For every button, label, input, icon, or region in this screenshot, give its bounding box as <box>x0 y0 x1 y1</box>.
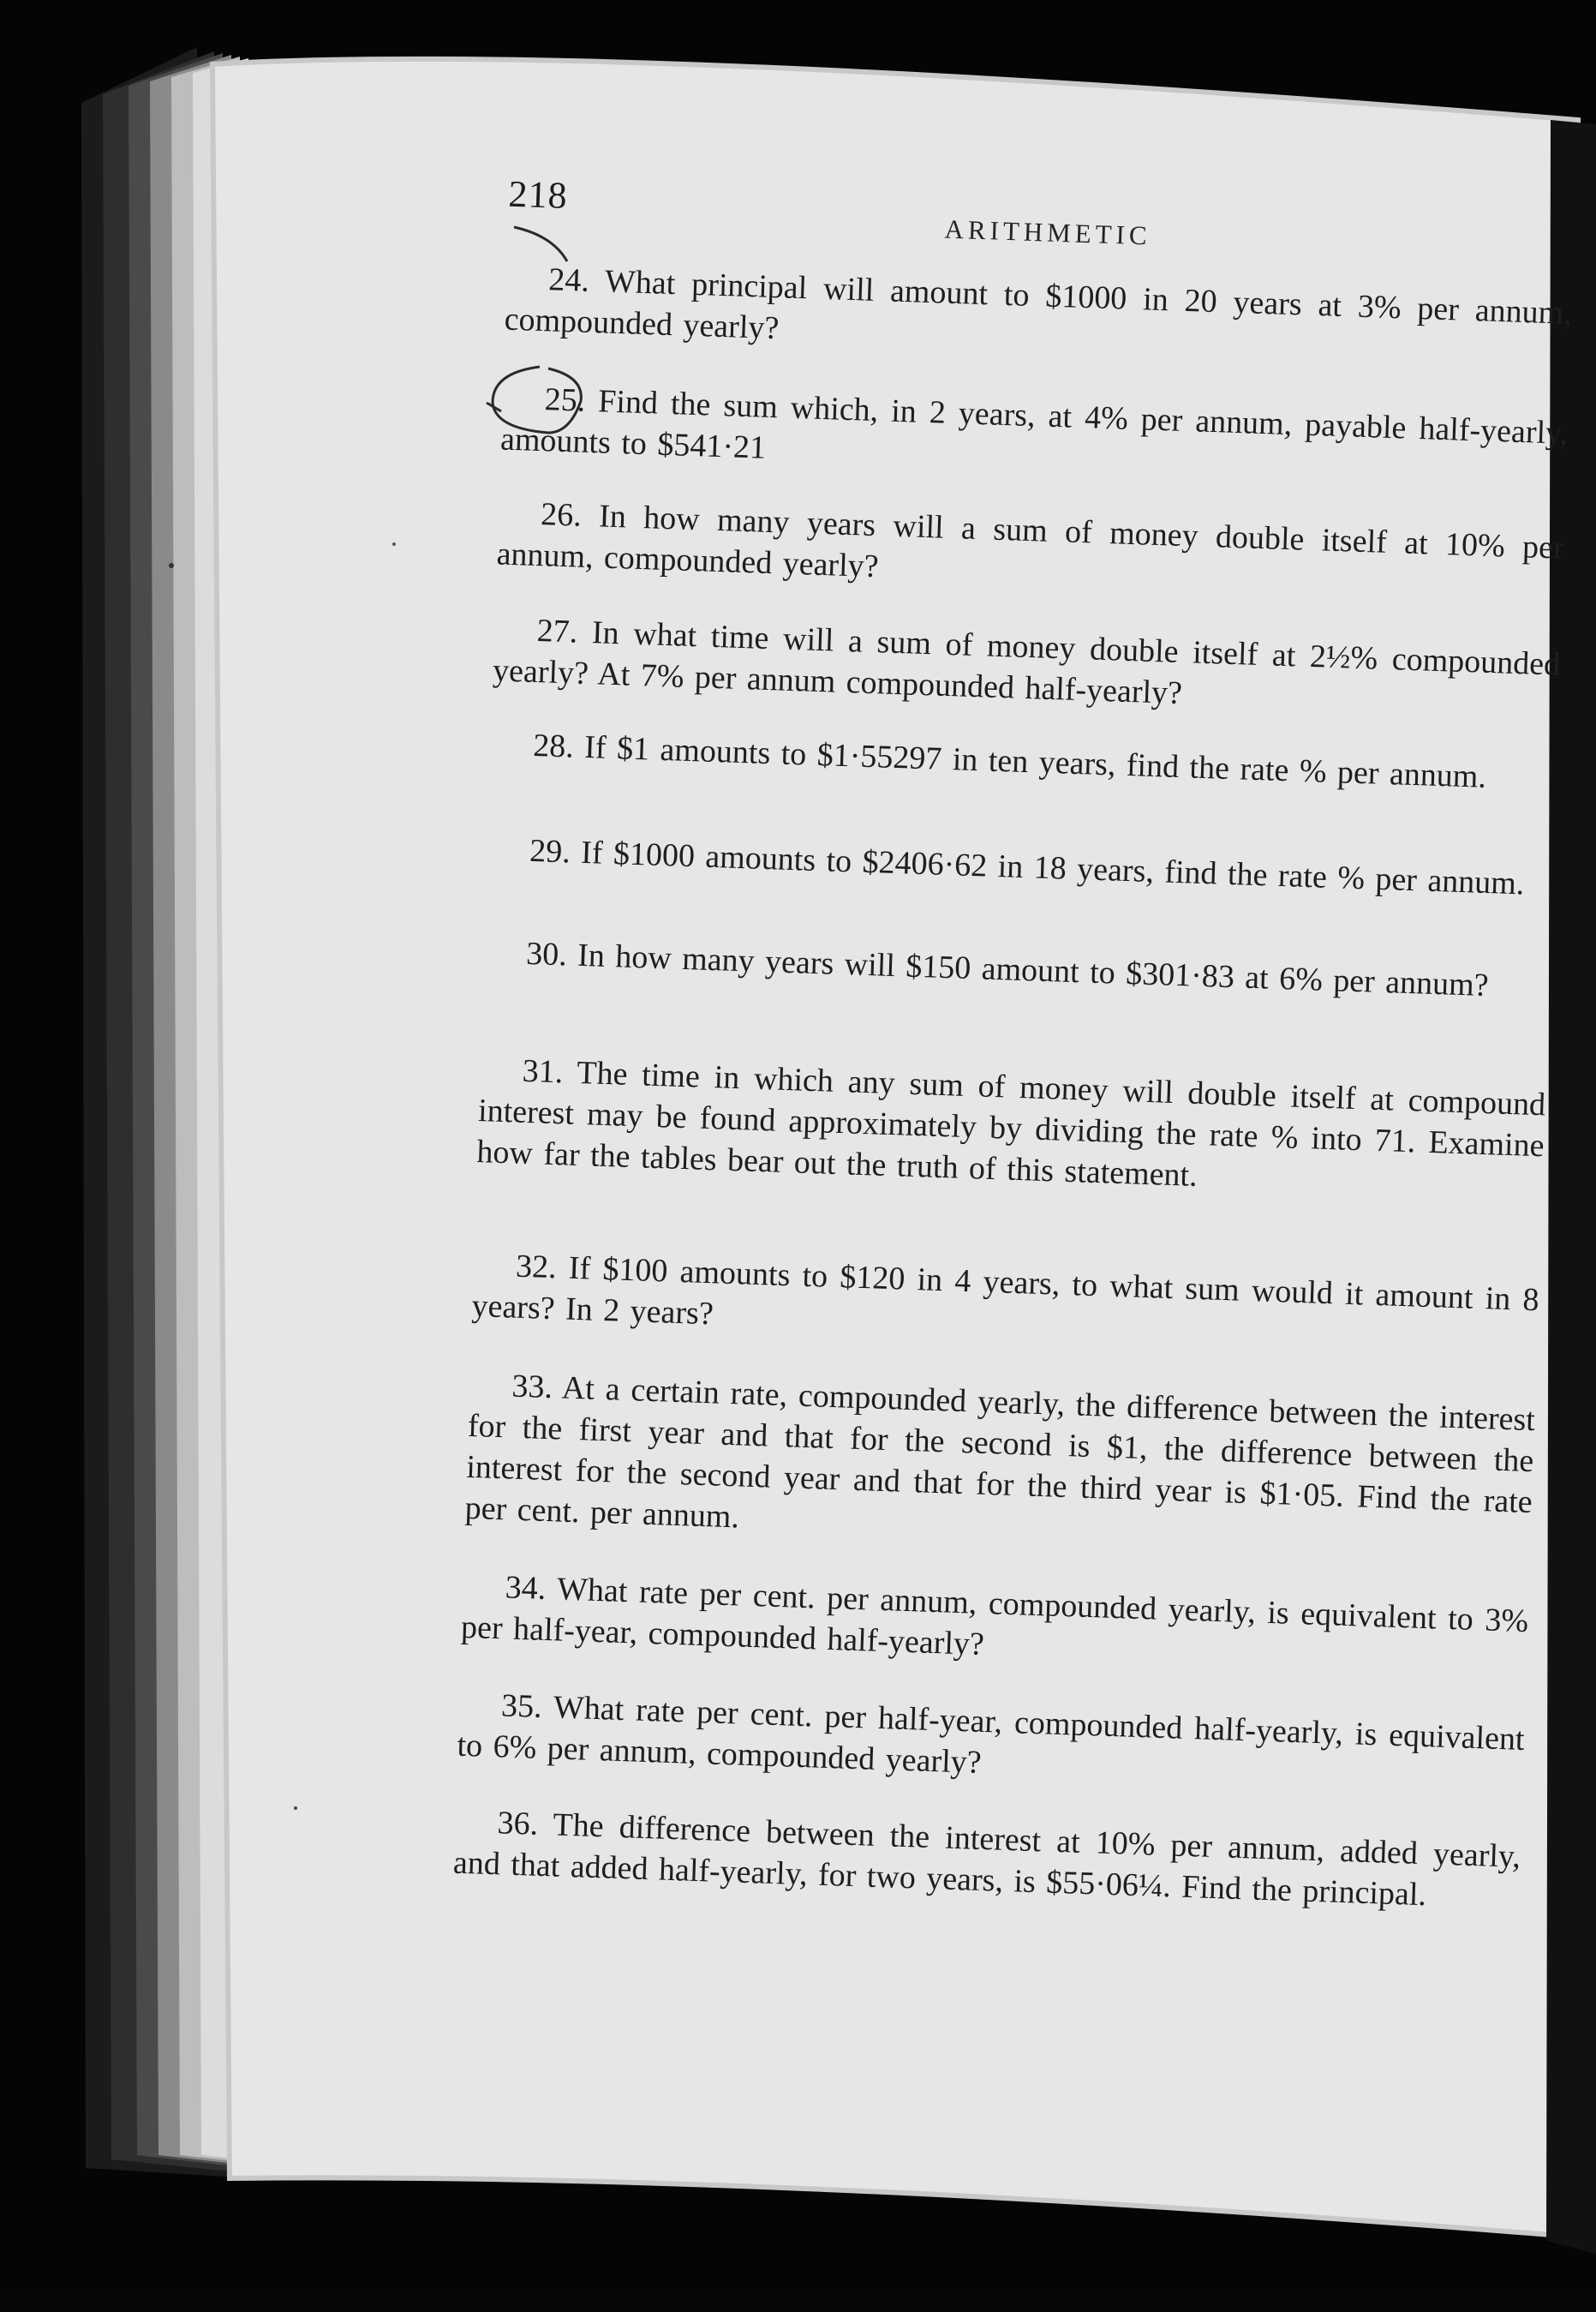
problem-number: 29. <box>529 832 571 871</box>
problem-24 <box>504 258 1572 375</box>
problem-number: 31. <box>522 1052 564 1091</box>
problem-number: 36. <box>496 1805 539 1842</box>
problem-text: In how many years will a sum of money double itself at 10% per annum, compounded yearly? <box>496 498 1565 585</box>
problem-35 <box>457 1684 1525 1801</box>
problem-36 <box>452 1801 1521 1919</box>
problem-32 <box>471 1244 1539 1362</box>
problem-34 <box>460 1566 1528 1683</box>
problem-number: 34. <box>505 1569 547 1607</box>
problem-text: Find the sum which, in 2 years, at 4% per annum, payable half-yearly, amounts to $541·21 <box>499 383 1569 466</box>
problem-text: What principal will amount to $1000 in 20 years at 3% per annum, compounded yearly? <box>504 263 1573 347</box>
problem-text: The time in which any sum of money will double itself at compound interest may be found approximately by dividing the rate % into 71. Examine how far the tables bear out the truth of this statement. <box>475 1054 1546 1194</box>
problem-number: 26. <box>540 496 583 534</box>
problem-text: The difference between the interest at 10% per annum, added yearly, and that added half-yearly, for two years, is $55·06¼. Find the principal. <box>452 1806 1521 1914</box>
problem-31 <box>476 1049 1546 1207</box>
problem-number: 27. <box>536 613 578 650</box>
problem-29 <box>486 829 1553 905</box>
problem-text: If $1000 amounts to $2406·62 in 18 years, find the rate % per annum. <box>580 834 1526 902</box>
problem-number: 25. <box>544 381 586 419</box>
problem-30 <box>483 931 1551 1008</box>
problem-text: In how many years will $150 amount to $301·83 at 6% per annum? <box>577 937 1490 1004</box>
problem-26 <box>496 492 1564 609</box>
problem-number: 28. <box>532 727 575 765</box>
problem-25 <box>499 378 1568 495</box>
running-head: ARITHMETIC <box>944 213 1152 251</box>
problem-number: 32. <box>515 1248 558 1286</box>
problem-text: If $1 amounts to $1·55297 in ten years, find the rate % per annum. <box>583 728 1487 795</box>
problem-text: If $100 amounts to $120 in 4 years, to what sum would it amount in 8 years? In 2 years? <box>470 1249 1540 1333</box>
problem-33 <box>464 1364 1536 1564</box>
problem-text: In what time will a sum of money double itself at 2½% compounded yearly? At 7% per annum compounded half-yearly? <box>492 614 1561 712</box>
problem-number: 24. <box>547 261 590 299</box>
problem-number: 33. <box>511 1368 553 1406</box>
problem-text: What rate per cent. per half-year, compounded half-yearly, is equivalent to 6% per annum, compounded yearly? <box>456 1689 1526 1781</box>
problem-text: At a certain rate, compounded yearly, the difference between the interest for the first year and that for the second is $1, the difference between the interest for the second year and that for the third year is $1·05. Find the rate per cent. per annum. <box>464 1369 1536 1536</box>
page-number: 218 <box>507 172 569 217</box>
problem-27 <box>492 608 1560 726</box>
problem-text: What rate per cent. per annum, compounded yearly, is equivalent to 3% per half-year, compounded half-yearly? <box>460 1571 1529 1662</box>
problem-number: 35. <box>500 1687 543 1725</box>
problem-number: 30. <box>525 935 568 973</box>
problem-28 <box>490 723 1557 800</box>
